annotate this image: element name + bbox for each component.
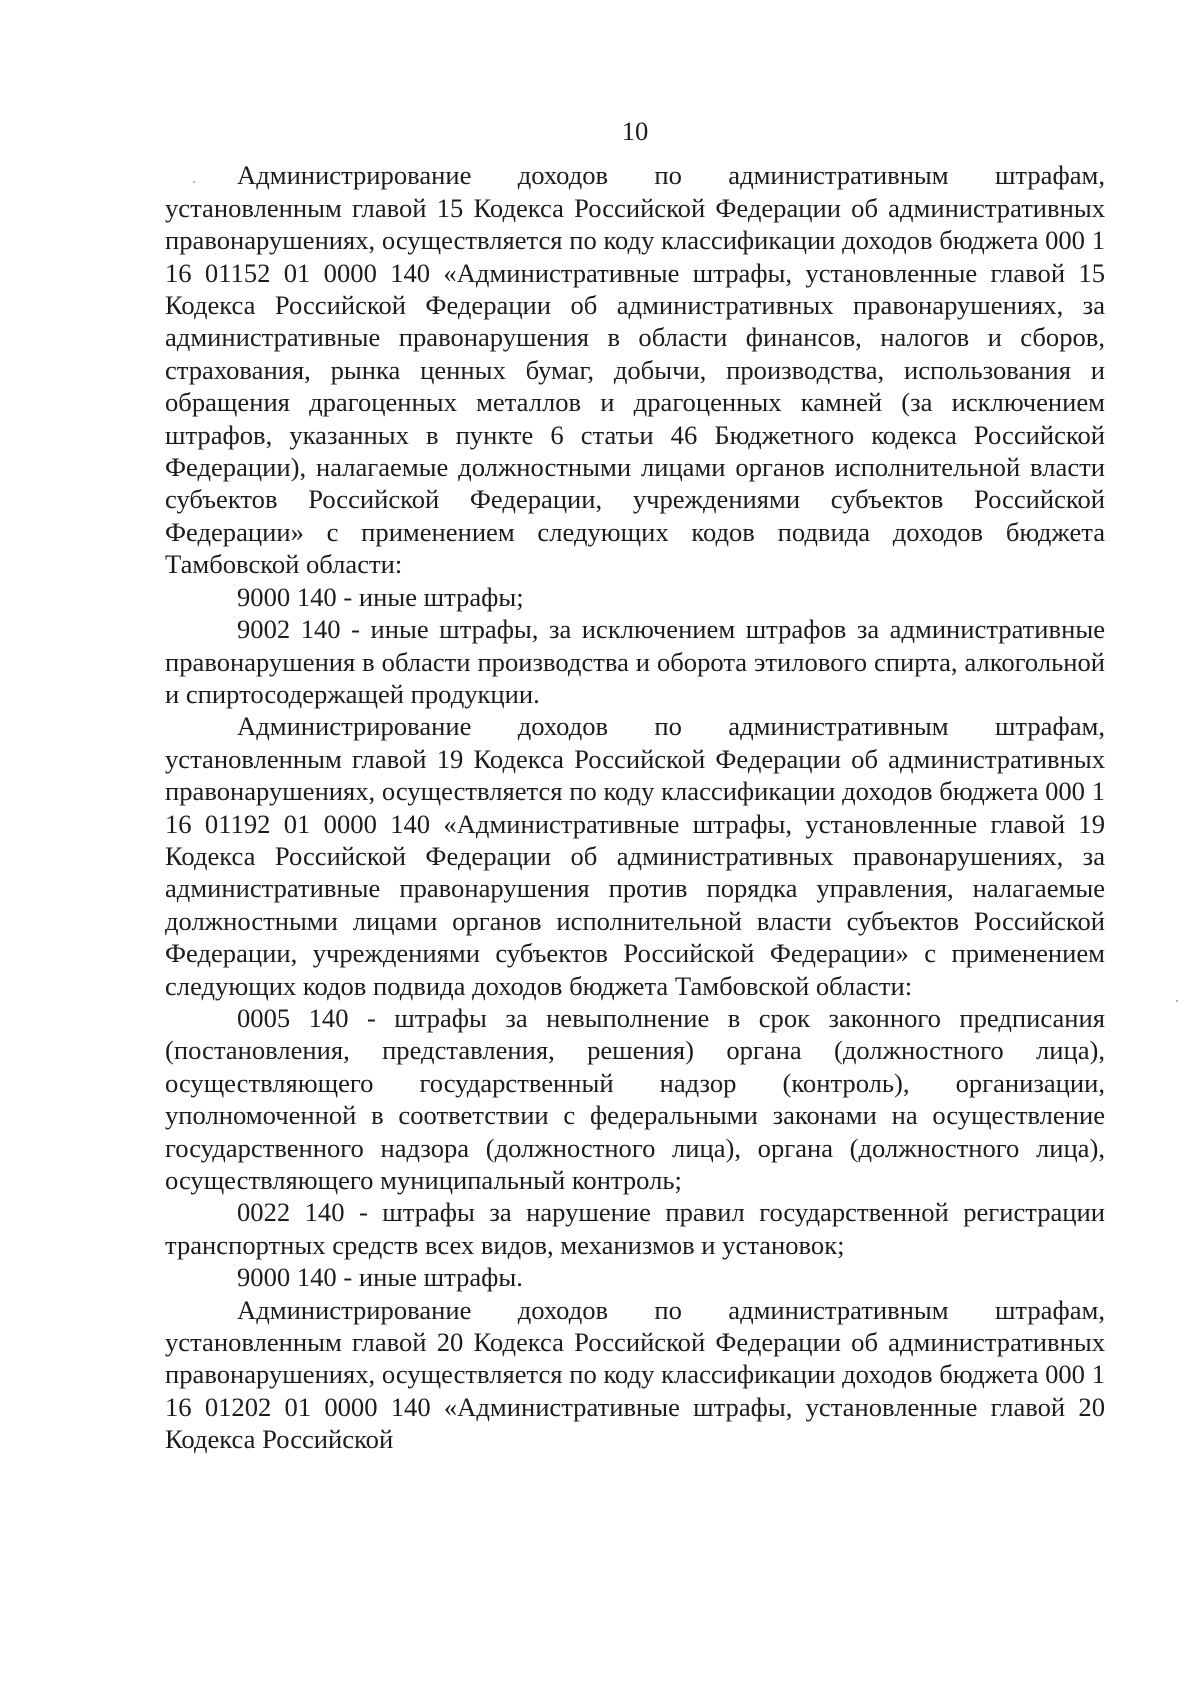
code-item-9000-140-b: 9000 140 - иные штрафы. (237, 1262, 523, 1293)
code-item-9000-140: 9000 140 - иные штрафы; (237, 581, 524, 612)
paragraph-chapter-19: Администрирование доходов по административным штрафам, установленным главой 19 Кодекса Российской Федерации об административных правонарушениях, осуществляется по коду классификации доходов бюджета 000 1 16 01192 01 0000 140 «Административные штрафы, установленные главой 19 Кодекса Российской Федерации об административных правонарушениях, за административные правонарушения против порядка управления, налагаемые должностными лицами органов исполнительной власти субъектов Российской Федерации, учреждениями субъектов Российской Федерации» с применением следующих кодов подвида доходов бюджета Тамбовской области: (165, 711, 1105, 1001)
paragraph-chapter-15: Администрирование доходов по административным штрафам, установленным главой 15 Кодекса Российской Федерации об административных правонарушениях, осуществляется по коду классификации доходов бюджета 000 1 16 01152 01 0000 140 «Административные штрафы, установленные главой 15 Кодекса Российской Федерации об административных правонарушениях, за административные правонарушения в области финансов, налогов и сборов, страхования, рынка ценных бумаг, добычи, производства, использования и обращения драгоценных металлов и драгоценных камней (за исключением штрафов, указанных в пункте 6 статьи 46 Бюджетного кодекса Российской Федерации), налагаемые должностными лицами органов исполнительной власти субъектов Российской Федерации, учреждениями субъектов Российской Федерации» с применением следующих кодов подвида доходов бюджета Тамбовской области: (165, 160, 1105, 580)
scan-speck (1176, 1000, 1178, 1002)
document-page (165, 115, 1105, 1456)
code-item-0022-140: 0022 140 - штрафы за нарушение правил государственной регистрации транспортных средств всех видов, механизмов и установок; (165, 1197, 1105, 1260)
page-number: 10 (621, 116, 649, 146)
code-item-9002-140: 9002 140 - иные штрафы, за исключением штрафов за административные правонарушения в области производства и оборота этилового спирта, алкогольной и спиртосодержащей продукции. (165, 614, 1105, 709)
code-item-0005-140: 0005 140 - штрафы за невыполнение в срок законного предписания (постановления, представления, решения) органа (должностного лица), осуществляющего государственный надзор (контроль), организации, уполномоченной в соответствии с федеральными законами на осуществление государственного надзора (должностного лица), органа (должностного лица), осуществляющего муниципальный контроль; (165, 1002, 1105, 1195)
paragraph-chapter-20: Администрирование доходов по административным штрафам, установленным главой 20 Кодекса Российской Федерации об административных правонарушениях, осуществляется по коду классификации доходов бюджета 000 1 16 01202 01 0000 140 «Административные штрафы, установленные главой 20 Кодекса Российской (165, 1294, 1105, 1455)
